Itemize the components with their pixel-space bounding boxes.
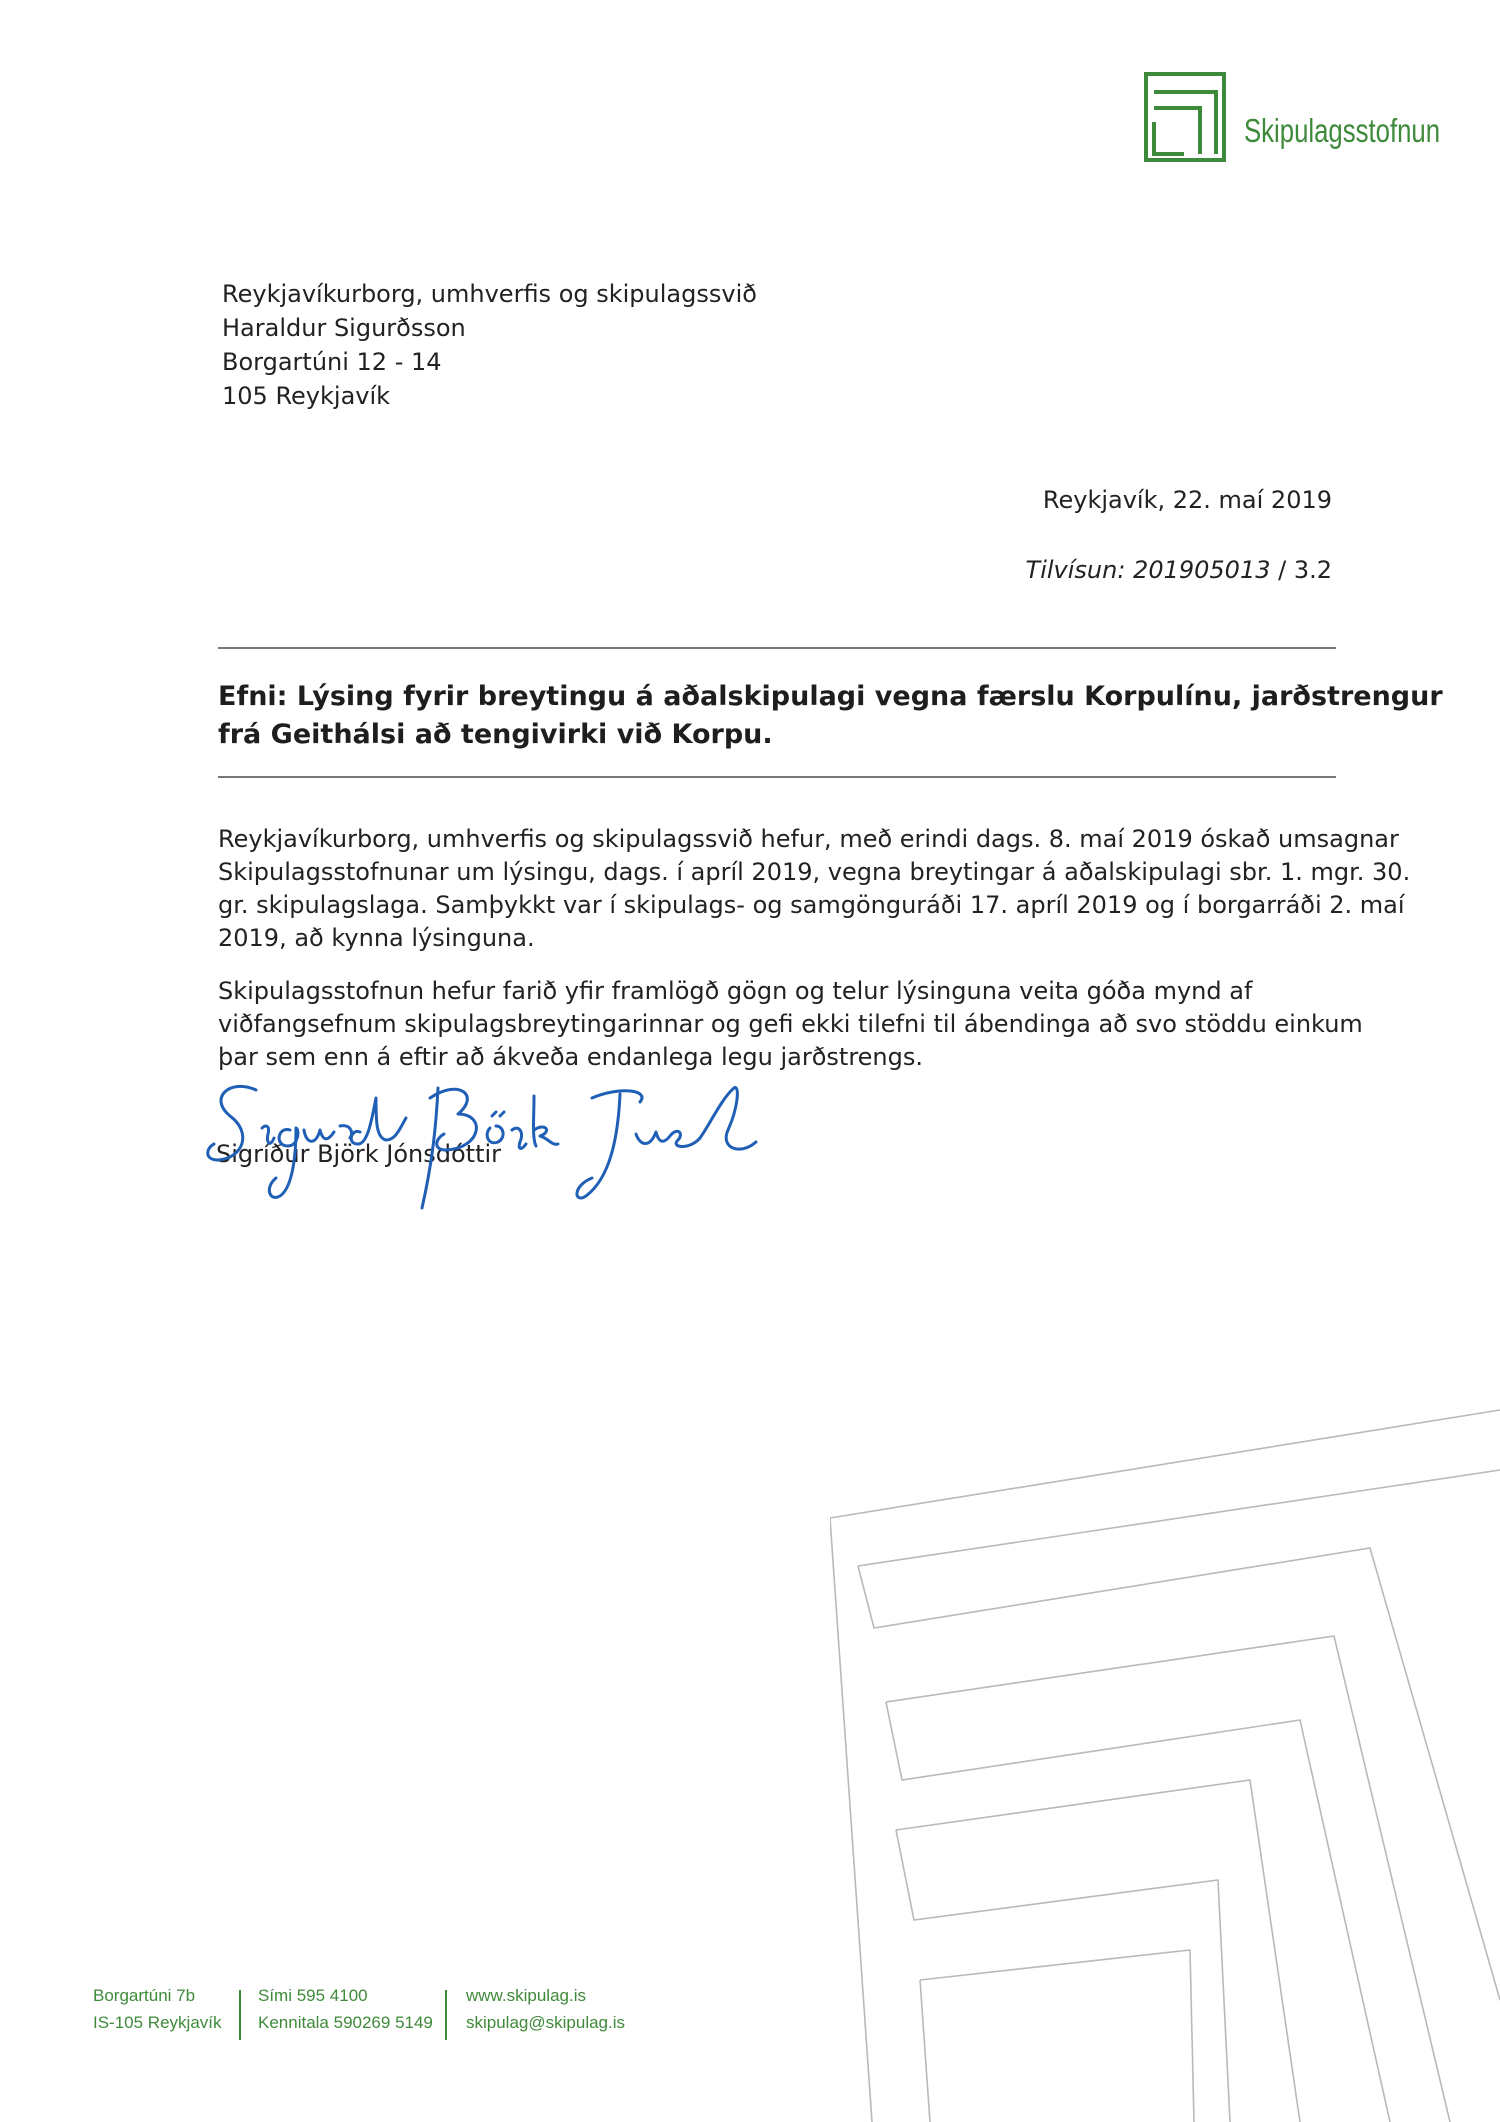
paragraph-line: 2019, að kynna lýsinguna. [218, 924, 535, 952]
paragraph-line: Skipulagsstofnunar um lýsingu, dags. í apríl 2019, vegna breytingar á aðalskipulagi sbr. 1. mgr. 30. [218, 858, 1411, 886]
paragraph-line: viðfangsefnum skipulagsbreytingarinnar og gefi ekki tilefni til ábendinga að svo stöddu einkum [218, 1010, 1363, 1038]
subject-line: frá Geithálsi að tengivirki við Korpu. [218, 719, 773, 750]
handwritten-signature [200, 1068, 760, 1228]
recipient-line: Borgartúni 12 - 14 [222, 348, 442, 376]
footer-separator [445, 1990, 447, 2040]
footer-address [93, 1982, 222, 2036]
footer-line: IS-105 Reykjavík [93, 2013, 222, 2032]
subject-heading [218, 678, 1443, 754]
divider-bottom [218, 776, 1336, 778]
body-paragraph [218, 975, 1363, 1074]
recipient-line: Reykjavíkurborg, umhverfis og skipulagssvið [222, 280, 757, 308]
reference-label: Tilvísun: 201905013 [1025, 556, 1271, 584]
paragraph-line: Skipulagsstofnun hefur farið yfir framlögð gögn og telur lýsinguna veita góða mynd af [218, 977, 1253, 1005]
signer-name: Sigríður Björk Jónsdóttir [216, 1140, 502, 1168]
footer-line: Kennitala 590269 5149 [258, 2013, 433, 2032]
reference-number [1026, 556, 1332, 584]
footer-line: Sími 595 4100 [258, 1986, 368, 2005]
paragraph-line: þar sem enn á eftir að ákveða endanlega legu jarðstrengs. [218, 1043, 924, 1071]
logo-wordmark: Skipulagsstofnun [1244, 112, 1441, 149]
paragraph-line: Reykjavíkurborg, umhverfis og skipulagssvið hefur, með erindi dags. 8. maí 2019 óskað umsagnar [218, 825, 1399, 853]
footer-email-link[interactable]: skipulag@skipulag.is [466, 2013, 626, 2032]
footer-web [466, 1982, 625, 2036]
footer-line: Borgartúni 7b [93, 1986, 196, 2005]
footer-contact [258, 1982, 433, 2036]
recipient-line: Haraldur Sigurðsson [222, 314, 466, 342]
footer-separator [239, 1990, 241, 2040]
decorative-watermark-graphic [830, 1400, 1500, 2122]
paragraph-line: gr. skipulagslaga. Samþykkt var í skipulags- og samgönguráði 17. apríl 2019 og í borgarráði 2. maí [218, 891, 1405, 919]
letter-date: Reykjavík, 22. maí 2019 [1042, 486, 1332, 514]
reference-suffix: / 3.2 [1270, 556, 1332, 584]
divider-top [218, 647, 1336, 649]
footer-website-link[interactable]: www.skipulag.is [466, 1986, 586, 2005]
skipulagsstofnun-logo-icon [1144, 72, 1226, 162]
body-paragraph [218, 823, 1411, 955]
recipient-address [222, 277, 757, 413]
recipient-line: 105 Reykjavík [222, 382, 391, 410]
subject-line: Efni: Lýsing fyrir breytingu á aðalskipulagi vegna færslu Korpulínu, jarðstrengur [218, 681, 1443, 712]
